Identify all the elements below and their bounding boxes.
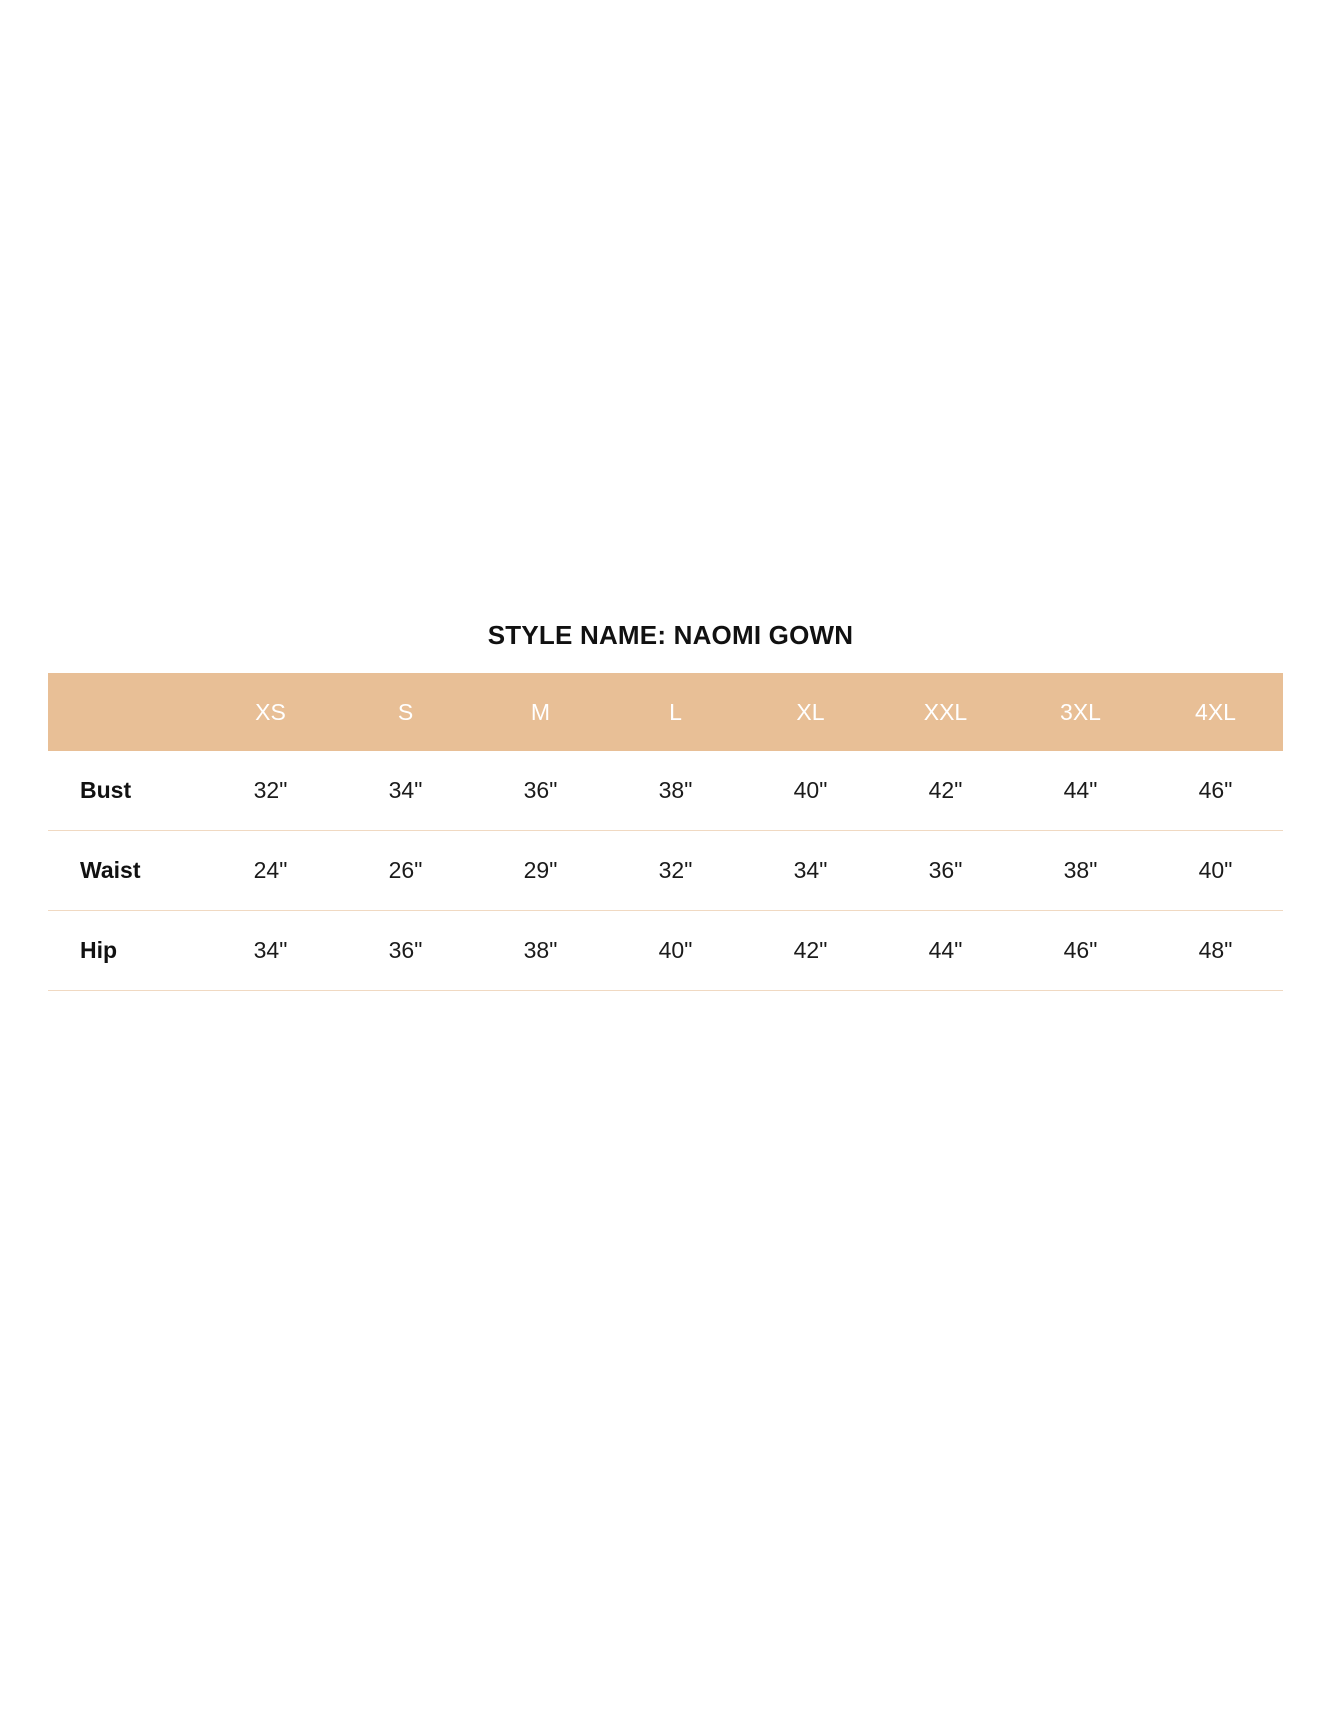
cell-hip-xs: 34" [203, 911, 338, 991]
row-header-bust: Bust [80, 777, 132, 803]
cell-waist-3xl: 38" [1013, 831, 1148, 911]
cell-hip-3xl: 46" [1013, 911, 1148, 991]
cell-waist-m: 29" [473, 831, 608, 911]
cell-hip-m: 38" [473, 911, 608, 991]
row-header-hip: Hip [48, 911, 203, 991]
column-header-3xl: 3XL [1060, 698, 1101, 725]
cell-waist-s: 26" [338, 831, 473, 911]
table-row [48, 751, 1283, 831]
cell-bust-m: 36" [523, 777, 558, 803]
column-header-4xl: 4XL [1195, 698, 1236, 725]
cell-bust-3xl: 44" [1063, 777, 1098, 803]
cell-waist-xs: 24" [203, 831, 338, 911]
table-row [48, 911, 1283, 991]
size-chart [48, 620, 1283, 991]
page-title: STYLE NAME: NAOMI GOWN [487, 620, 854, 650]
table-corner-cell [48, 673, 203, 751]
cell-waist-l: 32" [608, 831, 743, 911]
cell-hip-s: 36" [338, 911, 473, 991]
cell-bust-xxl: 42" [928, 777, 963, 803]
cell-waist-xxl: 36" [878, 831, 1013, 911]
table-header-row [48, 673, 1283, 751]
cell-bust-4xl: 46" [1198, 777, 1233, 803]
cell-bust-xs: 32" [253, 777, 288, 803]
cell-waist-xl: 34" [743, 831, 878, 911]
row-header-waist: Waist [48, 831, 203, 911]
cell-bust-xl: 40" [793, 777, 828, 803]
cell-bust-s: 34" [388, 777, 423, 803]
column-header-xs: XS [255, 698, 286, 725]
cell-hip-l: 40" [608, 911, 743, 991]
table-header [48, 673, 1283, 751]
table-body [48, 751, 1283, 991]
column-header-xxl: XXL [923, 698, 968, 725]
column-header-m: M [530, 698, 551, 725]
cell-waist-4xl: 40" [1148, 831, 1283, 911]
column-header-s: S [397, 698, 414, 725]
cell-bust-l: 38" [658, 777, 693, 803]
table-row [48, 831, 1283, 911]
column-header-xl: XL [796, 698, 825, 725]
cell-hip-xxl: 44" [878, 911, 1013, 991]
cell-hip-xl: 42" [743, 911, 878, 991]
cell-hip-4xl: 48" [1148, 911, 1283, 991]
size-chart-table [48, 673, 1283, 991]
column-header-l: L [669, 698, 682, 725]
